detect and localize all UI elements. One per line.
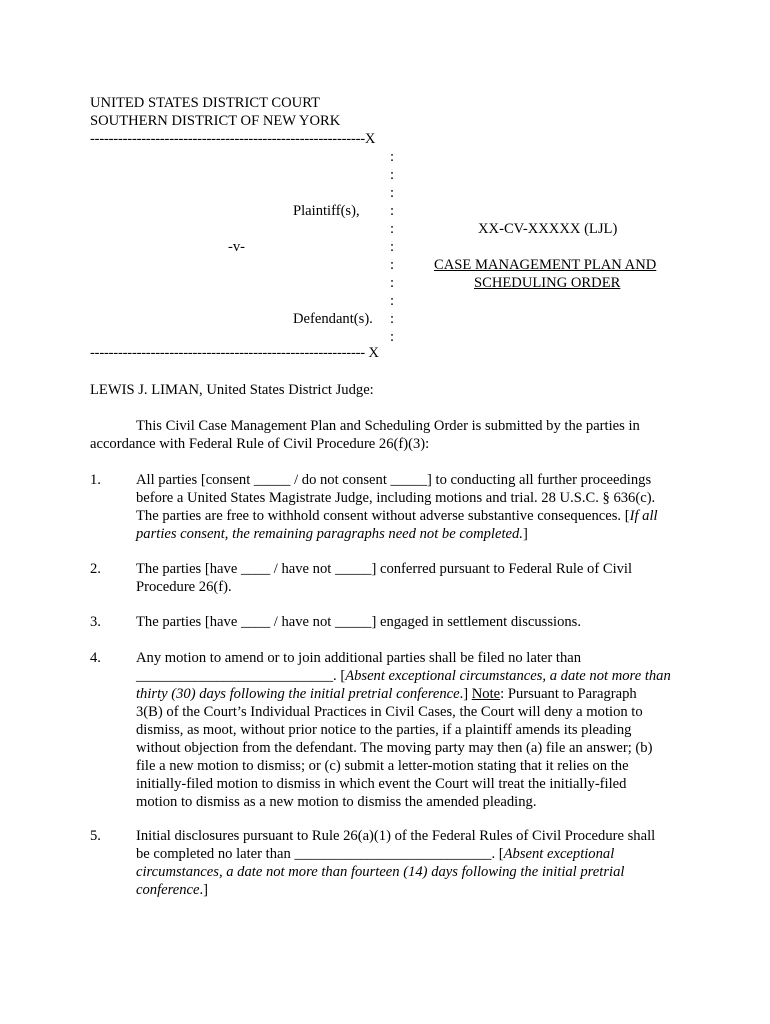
paragraph-number: 3. — [90, 614, 101, 630]
paragraph-italic-text: If all — [629, 508, 658, 524]
plaintiff-label: Plaintiff(s), — [293, 203, 360, 219]
paragraph-5 — [136, 827, 681, 899]
paragraph-text: ___________________________. [ — [136, 668, 346, 684]
paragraph-italic-text: parties consent, the remaining paragraphs need not be completed. — [136, 526, 523, 542]
caption-colon: : — [390, 275, 395, 291]
paragraph-number: 4. — [90, 650, 101, 666]
paragraph-line — [136, 845, 681, 863]
caption-colon: : — [390, 257, 395, 273]
paragraph-line: motion to dismiss as a new motion to dismiss the amended pleading. — [136, 794, 537, 810]
intro-line2: accordance with Federal Rule of Civil Procedure 26(f)(3): — [90, 436, 430, 452]
paragraph-text: ] — [522, 526, 528, 542]
caption-colon: : — [390, 185, 395, 201]
caption-colon: : — [390, 239, 395, 255]
paragraph-line: circumstances, a date not more than fourteen (14) days following the initial pretrial — [136, 864, 625, 880]
paragraph-line: The parties [have ____ / have not _____] engaged in settlement discussions. — [136, 614, 582, 630]
paragraph-italic-text: Absent exceptional — [503, 846, 615, 862]
paragraph-line — [136, 525, 681, 543]
document-title-line1: CASE MANAGEMENT PLAN AND — [434, 257, 657, 273]
paragraph-line — [136, 685, 681, 703]
caption-colon: : — [390, 311, 395, 327]
paragraph-text: .] — [199, 882, 208, 898]
paragraph-line: initially-filed motion to dismiss in which event the Court will treat the initially-filed — [136, 776, 627, 792]
paragraph-2 — [136, 560, 681, 596]
caption-colon: : — [390, 203, 395, 219]
paragraph-text: The parties are free to withhold consent without adverse substantive consequences. [ — [136, 508, 630, 524]
paragraph-line — [136, 881, 681, 899]
caption-colon: : — [390, 149, 395, 165]
paragraph-text: be completed no later than ___________________________. [ — [136, 846, 504, 862]
paragraph-italic-text: Absent exceptional circumstances, a date not more than — [345, 668, 671, 684]
caption-colon: : — [390, 167, 395, 183]
intro-line1: This Civil Case Management Plan and Scheduling Order is submitted by the parties in — [136, 418, 640, 434]
paragraph-text: : Pursuant to Paragraph — [500, 686, 637, 702]
paragraph-line — [136, 667, 681, 685]
paragraph-1 — [136, 471, 681, 543]
case-number: XX-CV-XXXXX (LJL) — [478, 221, 618, 237]
paragraph-3 — [136, 613, 681, 631]
paragraph-line: The parties [have ____ / have not _____] conferred pursuant to Federal Rule of Civil — [136, 561, 633, 577]
paragraph-line: Procedure 26(f). — [136, 579, 232, 595]
court-name: UNITED STATES DISTRICT COURT — [90, 95, 320, 111]
judge-line: LEWIS J. LIMAN, United States District Judge: — [90, 382, 374, 398]
paragraph-line: without objection from the defendant. The moving party may then (a) file an answer; (b) — [136, 740, 653, 756]
versus-label: -v- — [228, 239, 246, 255]
paragraph-text: .] — [459, 686, 472, 702]
paragraph-4 — [136, 649, 681, 811]
defendant-label: Defendant(s). — [293, 311, 373, 327]
document-title-line2: SCHEDULING ORDER — [474, 275, 621, 291]
caption-divider-bottom: ----------------------------------------------------------- X — [90, 345, 379, 361]
note-label: Note — [471, 686, 501, 702]
caption-divider-top: -----------------------------------------------------------X — [90, 131, 376, 147]
paragraph-number: 1. — [90, 472, 101, 488]
caption-colon: : — [390, 329, 395, 345]
caption-colon: : — [390, 221, 395, 237]
paragraph-number: 5. — [90, 828, 101, 844]
paragraph-line: before a United States Magistrate Judge, including motions and trial. 28 U.S.C. § 636(c). — [136, 490, 656, 506]
paragraph-italic-text: thirty (30) days following the initial pretrial conference — [136, 686, 460, 702]
paragraph-italic-text: conference — [136, 882, 200, 898]
paragraph-line: Any motion to amend or to join additional parties shall be filed no later than — [136, 650, 582, 666]
paragraph-line: All parties [consent _____ / do not consent _____] to conducting all further proceedings — [136, 472, 652, 488]
paragraph-line — [136, 507, 681, 525]
paragraph-line: dismiss, as moot, without prior notice to the parties, if a plaintiff amends its pleading — [136, 722, 632, 738]
paragraph-number: 2. — [90, 561, 101, 577]
paragraph-line: Initial disclosures pursuant to Rule 26(a)(1) of the Federal Rules of Civil Procedure shall — [136, 828, 656, 844]
paragraph-line: 3(B) of the Court’s Individual Practices in Civil Cases, the Court will deny a motion to — [136, 704, 643, 720]
court-district: SOUTHERN DISTRICT OF NEW YORK — [90, 113, 341, 129]
caption-colon: : — [390, 293, 395, 309]
paragraph-line: file a new motion to dismiss; or (c) submit a letter-motion stating that it relies on the — [136, 758, 629, 774]
